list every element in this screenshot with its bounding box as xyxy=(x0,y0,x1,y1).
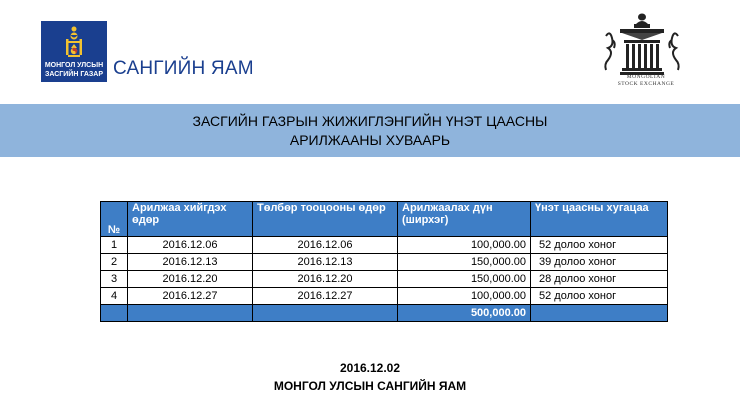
table-row xyxy=(101,271,668,288)
total-empty-cell xyxy=(253,305,398,322)
total-amount: 500,000.00 xyxy=(398,305,531,322)
cell-number: 2 xyxy=(101,254,128,271)
document-date: 2016.12.02 xyxy=(339,361,401,375)
logo-caption-line1: MONGOLIAN xyxy=(626,74,666,80)
cell-amount: 100,000.00 xyxy=(398,237,531,254)
cell-maturity: 52 долоо хоног xyxy=(531,237,668,254)
table-row xyxy=(101,254,668,271)
column-header-maturity: Үнэт цаасны хугацаа xyxy=(531,202,668,237)
schedule-table xyxy=(100,201,668,322)
logo-text-line2: ЗАСГИЙН ГАЗАР xyxy=(44,71,104,78)
logo-text-line1: МОНГОЛ УЛСЫН xyxy=(44,62,104,69)
logo-caption-line2: STOCK EXCHANGE xyxy=(617,81,675,87)
total-empty-cell xyxy=(531,305,668,322)
stock-exchange-logo xyxy=(596,12,688,94)
title-banner xyxy=(0,104,740,157)
cell-trading-date: 2016.12.13 xyxy=(128,254,253,271)
soyombo-emblem-icon xyxy=(62,25,86,57)
cell-number: 1 xyxy=(101,237,128,254)
signing-organization: МОНГОЛ УЛСЫН САНГИЙН ЯАМ xyxy=(273,379,467,393)
cell-settlement-date: 2016.12.20 xyxy=(253,271,398,288)
cell-amount: 100,000.00 xyxy=(398,288,531,305)
government-logo xyxy=(41,21,107,82)
table-total-row xyxy=(101,305,668,322)
table-row xyxy=(101,288,668,305)
cell-maturity: 28 долоо хоног xyxy=(531,271,668,288)
cell-maturity: 52 долоо хоног xyxy=(531,288,668,305)
cell-maturity: 39 долоо хоног xyxy=(531,254,668,271)
column-header-number: № xyxy=(101,202,128,237)
cell-trading-date: 2016.12.20 xyxy=(128,271,253,288)
total-empty-cell xyxy=(128,305,253,322)
cell-amount: 150,000.00 xyxy=(398,271,531,288)
table-header-row xyxy=(101,202,668,237)
cell-amount: 150,000.00 xyxy=(398,254,531,271)
cell-trading-date: 2016.12.27 xyxy=(128,288,253,305)
column-header-settlement-date: Төлбөр тооцооны өдөр xyxy=(253,202,398,237)
cell-number: 3 xyxy=(101,271,128,288)
cell-number: 4 xyxy=(101,288,128,305)
column-header-trading-date: Арилжаа хийгдэх өдөр xyxy=(128,202,253,237)
cell-settlement-date: 2016.12.06 xyxy=(253,237,398,254)
cell-settlement-date: 2016.12.13 xyxy=(253,254,398,271)
cell-settlement-date: 2016.12.27 xyxy=(253,288,398,305)
cell-trading-date: 2016.12.06 xyxy=(128,237,253,254)
title-line1: ЗАСГИЙН ГАЗРЫН ЖИЖИГЛЭНГИЙН ҮНЭТ ЦААСНЫ xyxy=(192,113,548,129)
column-header-amount: Арилжаалах дүн (ширхэг) xyxy=(398,202,531,237)
ministry-name: САНГИЙН ЯАМ xyxy=(113,58,254,79)
table-row xyxy=(101,237,668,254)
title-line2: АРИЛЖААНЫ ХУВААРЬ xyxy=(289,132,451,148)
total-empty-cell xyxy=(101,305,128,322)
